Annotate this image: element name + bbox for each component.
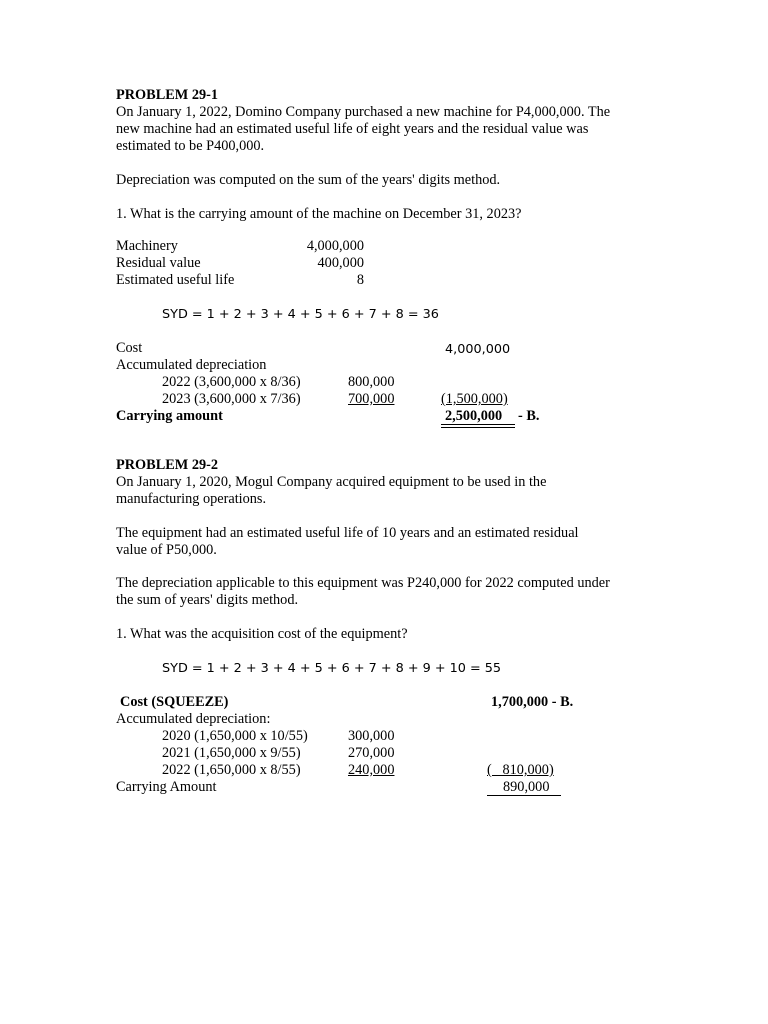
problem-1-question: 1. What is the carrying amount of the machine on December 31, 2023? xyxy=(116,206,522,222)
p2-dep-row-value: 270,000 xyxy=(348,745,395,761)
p2-dep-row-label: 2021 (1,650,000 x 9/55) xyxy=(162,745,301,761)
p1-acc-dep-total: (1,500,000) xyxy=(441,391,508,407)
given-label-useful-life: Estimated useful life xyxy=(116,272,235,288)
p2-carrying-underline xyxy=(487,795,561,796)
p2-dep-row-value: 240,000 xyxy=(348,762,395,778)
p1-dep-row-label: 2023 (3,600,000 x 7/36) xyxy=(162,391,301,407)
problem-2-text-line: manufacturing operations. xyxy=(116,491,267,507)
problem-1-heading: PROBLEM 29-1 xyxy=(116,87,219,103)
problem-2-question: 1. What was the acquisition cost of the equipment? xyxy=(116,626,408,642)
p1-cost-label: Cost xyxy=(116,340,143,356)
problem-2-text-line: The equipment had an estimated useful life of 10 years and an estimated residual xyxy=(116,525,579,541)
p2-dep-row-value: 300,000 xyxy=(348,728,395,744)
p2-dep-row-label: 2020 (1,650,000 x 10/55) xyxy=(162,728,308,744)
given-value-machinery: 4,000,000 xyxy=(306,238,364,254)
p2-cost-label: Cost (SQUEEZE) xyxy=(120,694,229,710)
p1-dep-row-value: 700,000 xyxy=(348,391,395,407)
given-value-residual: 400,000 xyxy=(317,255,364,271)
p2-carrying-label: Carrying Amount xyxy=(116,779,217,795)
p1-answer-marker: - B. xyxy=(518,408,540,424)
p1-dep-row-label: 2022 (3,600,000 x 8/36) xyxy=(162,374,301,390)
p2-cost-value: 1,700,000 - B. xyxy=(491,694,574,710)
p1-cost-value: 4,000,000 xyxy=(445,342,511,357)
given-value-useful-life: 8 xyxy=(356,272,364,288)
p1-acc-dep-label: Accumulated depreciation xyxy=(116,357,267,373)
problem-2-text-line: On January 1, 2020, Mogul Company acquired equipment to be used in the xyxy=(116,474,547,490)
p2-carrying-value: 890,000 xyxy=(503,779,550,795)
problem-2-text-line: The depreciation applicable to this equipment was P240,000 for 2022 computed under xyxy=(116,575,610,591)
problem-2-heading: PROBLEM 29-2 xyxy=(116,457,219,473)
problem-1-method-text: Depreciation was computed on the sum of the years' digits method. xyxy=(116,172,501,188)
problem-1-text-line: estimated to be P400,000. xyxy=(116,138,265,154)
p1-carrying-double-underline xyxy=(441,424,515,425)
p2-acc-dep-label: Accumulated depreciation: xyxy=(116,711,271,727)
p1-carrying-label: Carrying amount xyxy=(116,408,223,424)
problem-1-syd-formula: SYD = 1 + 2 + 3 + 4 + 5 + 6 + 7 + 8 = 36 xyxy=(162,307,439,322)
problem-1-text-line: On January 1, 2022, Domino Company purchased a new machine for P4,000,000. The xyxy=(116,104,611,120)
problem-2-syd-formula: SYD = 1 + 2 + 3 + 4 + 5 + 6 + 7 + 8 + 9 + 10 = 55 xyxy=(162,661,502,676)
problem-2-text-line: the sum of years' digits method. xyxy=(116,592,299,608)
p2-dep-row-label: 2022 (1,650,000 x 8/55) xyxy=(162,762,301,778)
given-label-residual: Residual value xyxy=(116,255,201,271)
problem-1-text-line: new machine had an estimated useful life of eight years and the residual value was xyxy=(116,121,589,137)
p1-carrying-double-underline xyxy=(441,427,515,428)
given-label-machinery: Machinery xyxy=(116,238,178,254)
p1-dep-row-value: 800,000 xyxy=(348,374,395,390)
p2-acc-dep-total: ( 810,000) xyxy=(487,762,554,778)
problem-2-text-line: value of P50,000. xyxy=(116,542,217,558)
p1-carrying-value: 2,500,000 xyxy=(445,408,503,424)
